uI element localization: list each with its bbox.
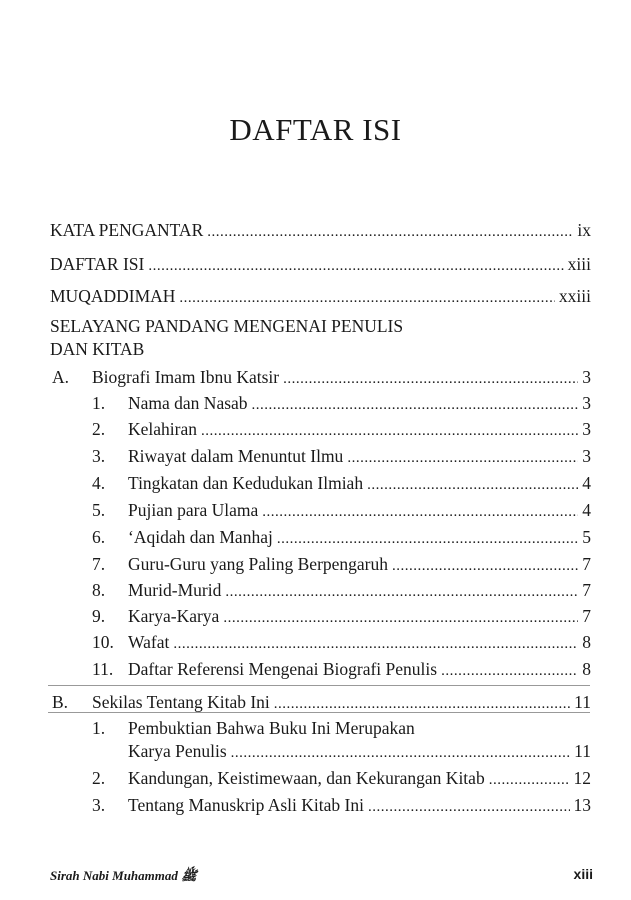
dot-leader: [441, 661, 578, 679]
toc-label: Wafat: [128, 632, 170, 652]
page-title: DAFTAR ISI: [229, 112, 402, 147]
toc-page-number: 4: [582, 500, 591, 520]
toc-page-number: 8: [582, 659, 591, 679]
toc-page-number: 8: [582, 632, 591, 652]
toc-entry-a6[interactable]: [128, 529, 591, 547]
toc-page-number: xiii: [567, 254, 591, 274]
toc-label: Karya Penulis: [128, 741, 227, 761]
toc-page-number: 3: [582, 419, 591, 439]
toc-entry-a3[interactable]: [128, 448, 591, 466]
running-footer-title: Sirah Nabi Muhammad ﷺ: [50, 868, 197, 883]
toc-page-number: 11: [574, 741, 591, 761]
toc-entry-a4[interactable]: [128, 475, 591, 493]
dot-leader: [225, 582, 578, 600]
dot-leader: [262, 502, 578, 520]
item-number: 9.: [92, 606, 106, 626]
dot-leader: [347, 448, 578, 466]
part-a-marker: A.: [52, 367, 70, 387]
item-number: 3.: [92, 446, 106, 466]
toc-page-number: 3: [582, 446, 591, 466]
toc-page-number: 7: [582, 554, 591, 574]
toc-label: DAFTAR ISI: [50, 254, 145, 274]
toc-label: Kandungan, Keistimewaan, dan Kekurangan Kitab: [128, 768, 485, 788]
toc-entry-a8[interactable]: [128, 582, 591, 600]
toc-label: Tingkatan dan Kedudukan Ilmiah: [128, 473, 364, 493]
toc-label: KATA PENGANTAR: [50, 220, 204, 240]
dot-leader: [207, 222, 573, 240]
toc-page-number: 11: [574, 692, 591, 712]
part-b-marker: B.: [52, 692, 69, 712]
toc-entry-muqaddimah[interactable]: [50, 288, 591, 306]
toc-entry-kata-pengantar[interactable]: [50, 222, 591, 240]
toc-label: Sekilas Tentang Kitab Ini: [92, 692, 270, 712]
dot-leader: [367, 475, 578, 493]
toc-label: Nama dan Nasab: [128, 393, 248, 413]
dot-leader: [231, 743, 570, 761]
item-number: 2.: [92, 419, 106, 439]
item-number: 2.: [92, 768, 106, 788]
toc-label-line1: Pembuktian Bahwa Buku Ini Merupakan: [128, 718, 415, 738]
dot-leader: [368, 797, 570, 815]
dot-leader: [252, 395, 579, 413]
toc-entry-a5[interactable]: [128, 502, 591, 520]
dot-leader: [392, 556, 578, 574]
toc-page-number: 4: [582, 473, 591, 493]
item-number: 3.: [92, 795, 106, 815]
toc-entry-a11[interactable]: [128, 661, 591, 679]
dot-leader: [223, 608, 578, 626]
dot-leader: [274, 694, 570, 712]
toc-label: Daftar Referensi Mengenai Biografi Penulis: [128, 659, 438, 679]
item-number: 11.: [92, 659, 114, 679]
toc-page-number: 3: [582, 393, 591, 413]
toc-label: Biografi Imam Ibnu Katsir: [92, 367, 280, 387]
item-number: 5.: [92, 500, 106, 520]
toc-page-number: 12: [573, 768, 591, 788]
dot-leader: [173, 634, 578, 652]
toc-entry-a1[interactable]: [128, 395, 591, 413]
item-number: 1.: [92, 393, 106, 413]
toc-label: Kelahiran: [128, 419, 197, 439]
toc-label: ‘Aqidah dan Manhaj: [128, 527, 273, 547]
section-heading-line2: DAN KITAB: [50, 339, 145, 359]
toc-label: Guru-Guru yang Paling Berpengaruh: [128, 554, 389, 574]
item-number: 4.: [92, 473, 106, 493]
item-number: 7.: [92, 554, 106, 574]
toc-page-number: xxiii: [558, 286, 591, 306]
toc-entry-part-a[interactable]: [92, 369, 591, 387]
toc-entry-a2[interactable]: [128, 421, 591, 439]
item-number: 10.: [92, 632, 114, 652]
item-number: 1.: [92, 718, 106, 738]
toc-entry-b1[interactable]: [128, 743, 591, 761]
toc-entry-a10[interactable]: [128, 634, 591, 652]
toc-label: Tentang Manuskrip Asli Kitab Ini: [128, 795, 364, 815]
toc-entry-daftar-isi[interactable]: [50, 256, 591, 274]
dot-leader: [179, 288, 554, 306]
toc-entry-b2[interactable]: [128, 770, 591, 788]
page-number: xiii: [573, 866, 593, 882]
item-number: 6.: [92, 527, 106, 547]
toc-page-number: ix: [577, 220, 591, 240]
toc-label: Karya-Karya: [128, 606, 220, 626]
section-divider: [48, 685, 590, 686]
section-divider: [48, 712, 590, 713]
toc-entry-a9[interactable]: [128, 608, 591, 626]
section-heading-line1: SELAYANG PANDANG MENGENAI PENULIS: [50, 316, 404, 336]
dot-leader: [489, 770, 570, 788]
toc-page-number: 7: [582, 606, 591, 626]
toc-page-number: 13: [573, 795, 591, 815]
toc-entry-a7[interactable]: [128, 556, 591, 574]
dot-leader: [148, 256, 563, 274]
toc-label: Murid-Murid: [128, 580, 222, 600]
toc-label: Pujian para Ulama: [128, 500, 259, 520]
item-number: 8.: [92, 580, 106, 600]
toc-entry-part-b[interactable]: [92, 694, 591, 712]
dot-leader: [201, 421, 578, 439]
toc-page-number: 7: [582, 580, 591, 600]
toc-label: MUQADDIMAH: [50, 286, 176, 306]
toc-page-number: 3: [582, 367, 591, 387]
toc-label: Riwayat dalam Menuntut Ilmu: [128, 446, 344, 466]
dot-leader: [283, 369, 578, 387]
toc-entry-b3[interactable]: [128, 797, 591, 815]
toc-page-number: 5: [582, 527, 591, 547]
dot-leader: [277, 529, 578, 547]
